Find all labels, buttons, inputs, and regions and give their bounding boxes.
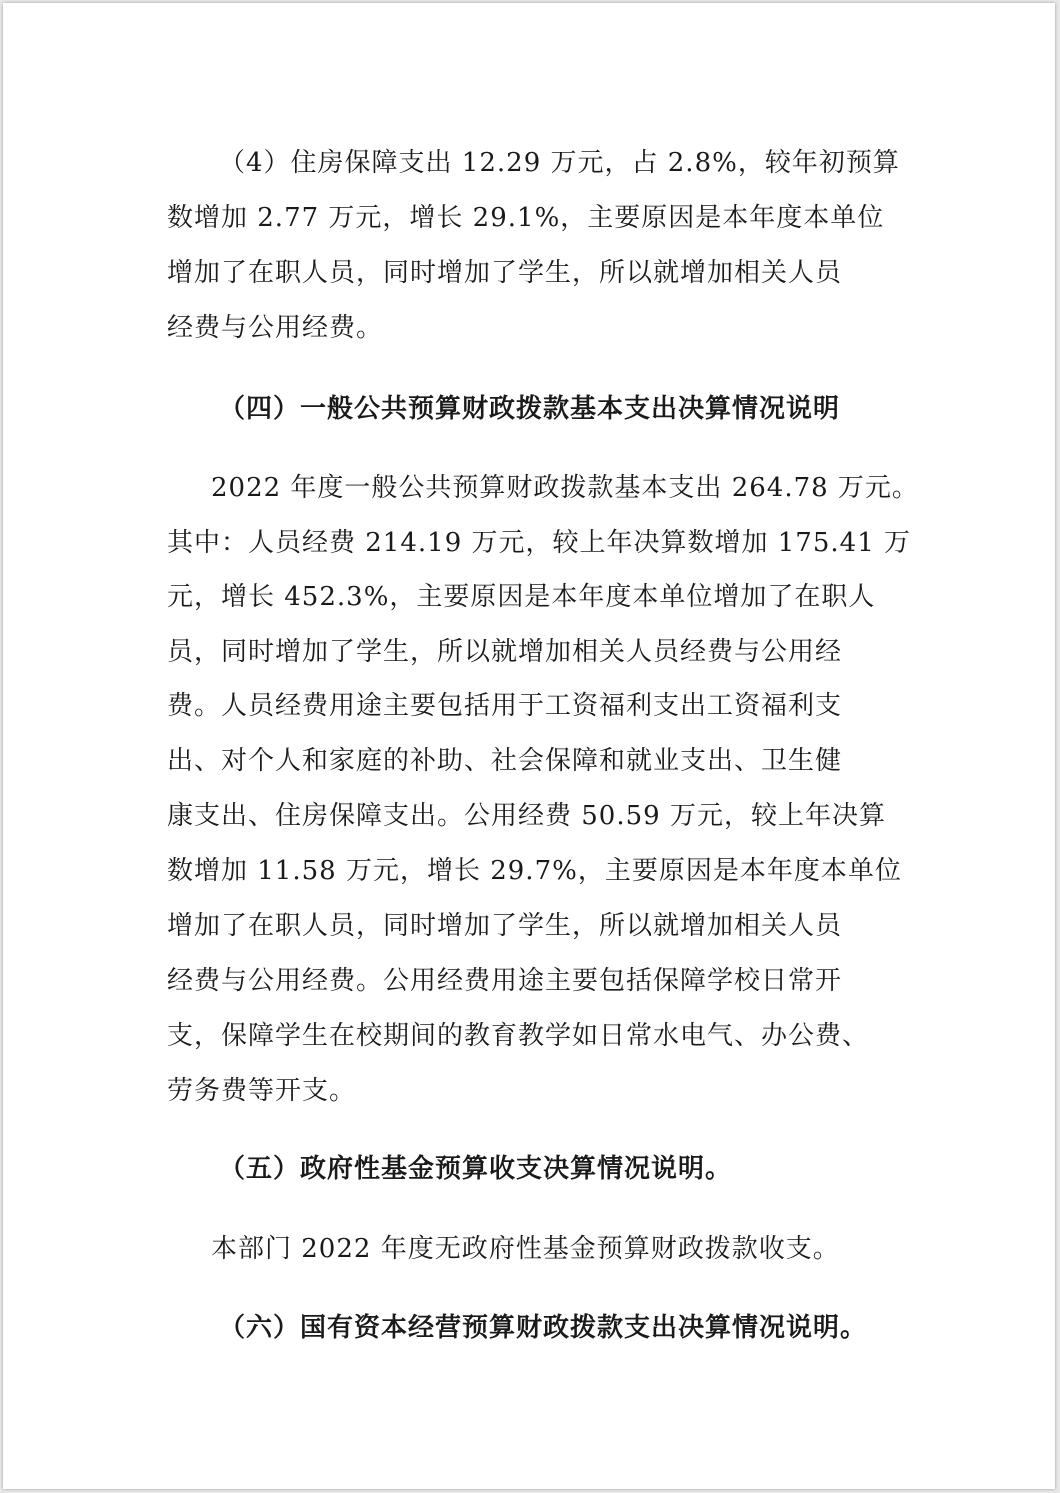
- section-heading: （五）政府性基金预算收支决算情况说明。: [219, 1154, 733, 1184]
- text-line: 其中：人员经费 214.19 万元，较上年决算数增加 175.41 万: [167, 528, 912, 558]
- text-line: 支，保障学生在校期间的教育教学如日常水电气、办公费、: [167, 1021, 870, 1051]
- text-line: 2022 年度一般公共预算财政拨款基本支出 264.78 万元。: [211, 473, 919, 503]
- text-line: 费。人员经费用途主要包括用于工资福利支出工资福利支: [167, 691, 843, 721]
- text-line: 增加了在职人员，同时增加了学生，所以就增加相关人员: [167, 911, 843, 941]
- text-line: （4）住房保障支出 12.29 万元，占 2.8%，较年初预算: [219, 148, 900, 178]
- document-page: [3, 3, 1055, 1489]
- text-line: 康支出、住房保障支出。公用经费 50.59 万元，较上年决算: [167, 801, 886, 831]
- text-line: 数增加 11.58 万元，增长 29.7%，主要原因是本年度本单位: [167, 856, 902, 886]
- text-line: 劳务费等开支。: [167, 1076, 357, 1106]
- text-line: 经费与公用经费。公用经费用途主要包括保障学校日常开: [167, 966, 843, 996]
- text-line: 元，增长 452.3%，主要原因是本年度本单位增加了在职人: [167, 582, 876, 612]
- text-line: 员，同时增加了学生，所以就增加相关人员经费与公用经: [167, 637, 843, 667]
- text-line: 数增加 2.77 万元，增长 29.1%，主要原因是本年度本单位: [167, 203, 885, 233]
- section-heading: （四）一般公共预算财政拨款基本支出决算情况说明: [219, 394, 841, 424]
- text-line: 出、对个人和家庭的补助、社会保障和就业支出、卫生健: [167, 746, 843, 776]
- section-heading: （六）国有资本经营预算财政拨款支出决算情况说明。: [219, 1313, 868, 1343]
- text-line: 经费与公用经费。: [167, 313, 384, 343]
- text-line: 本部门 2022 年度无政府性基金预算财政拨款收支。: [211, 1234, 840, 1264]
- text-line: 增加了在职人员，同时增加了学生，所以就增加相关人员: [167, 258, 843, 288]
